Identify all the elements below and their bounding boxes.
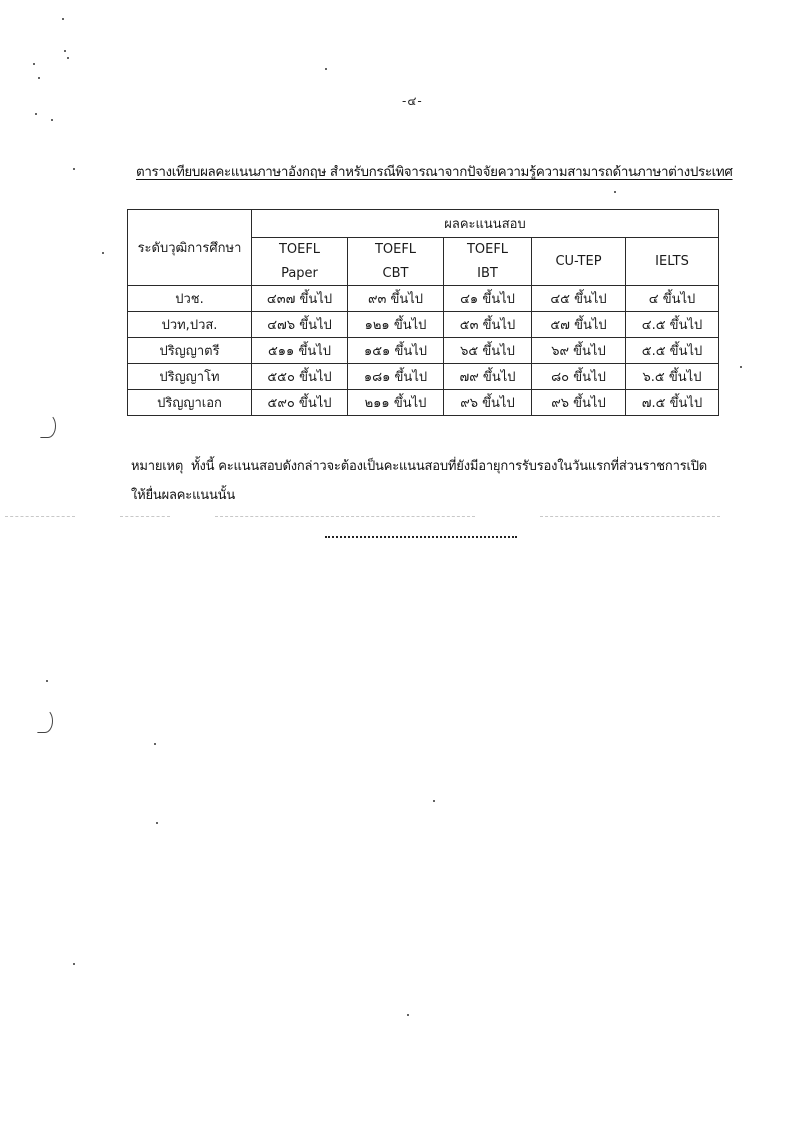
- score-cell: ๗๙ ขึ้นไป: [444, 364, 532, 390]
- score-cell: ๖.๕ ขึ้นไป: [626, 364, 719, 390]
- score-cell: ๙๖ ขึ้นไป: [532, 390, 626, 416]
- scan-speck: [407, 1014, 409, 1016]
- score-cell: ๔๕ ขึ้นไป: [532, 286, 626, 312]
- scan-speck: [33, 63, 35, 65]
- score-cell: ๔๑ ขึ้นไป: [444, 286, 532, 312]
- score-cell: ๕.๕ ขึ้นไป: [626, 338, 719, 364]
- education-level-cell: ปวช.: [128, 286, 252, 312]
- remark-note: [131, 452, 721, 510]
- score-cell: ๘๐ ขึ้นไป: [532, 364, 626, 390]
- score-comparison-table: [127, 209, 719, 416]
- score-cell: ๗.๕ ขึ้นไป: [626, 390, 719, 416]
- score-cell: ๖๙ ขึ้นไป: [532, 338, 626, 364]
- score-cell: ๕๙๐ ขึ้นไป: [252, 390, 348, 416]
- scan-speck: [156, 822, 158, 824]
- score-cell: ๔.๕ ขึ้นไป: [626, 312, 719, 338]
- score-cell: ๖๕ ขึ้นไป: [444, 338, 532, 364]
- score-cell: ๒๑๑ ขึ้นไป: [348, 390, 444, 416]
- end-dotted-divider: [325, 536, 517, 538]
- column-header-cu-tep: CU-TEP: [532, 238, 626, 286]
- table-row: [128, 364, 719, 390]
- page-number: -๔-: [402, 94, 423, 108]
- scan-speck: [51, 119, 53, 121]
- education-level-cell: ปริญญาโท: [128, 364, 252, 390]
- table-row: [128, 312, 719, 338]
- score-cell: ๑๘๑ ขึ้นไป: [348, 364, 444, 390]
- remark-text: ทั้งนี้ คะแนนสอบดังกล่าวจะต้องเป็นคะแนนสอบที่ยังมีอายุการรับรองในวันแรกที่ส่วนราชการเปิดให้ยื่นผลคะแนนนั้น: [131, 459, 708, 503]
- score-cell: ๑๕๑ ขึ้นไป: [348, 338, 444, 364]
- scan-speck: [73, 963, 75, 965]
- score-cell: ๕๗ ขึ้นไป: [532, 312, 626, 338]
- scan-speck: [73, 168, 75, 170]
- scan-speck: [154, 743, 156, 745]
- scan-speck: [35, 113, 37, 115]
- test-scores-group-header: ผลคะแนนสอบ: [252, 210, 719, 238]
- scan-fold-line: [540, 516, 720, 517]
- score-cell: ๙๖ ขึ้นไป: [444, 390, 532, 416]
- scan-speck: [38, 77, 40, 79]
- score-cell: ๙๓ ขึ้นไป: [348, 286, 444, 312]
- scan-speck: [614, 191, 616, 193]
- score-cell: ๔๓๗ ขึ้นไป: [252, 286, 348, 312]
- education-level-cell: ปริญญาเอก: [128, 390, 252, 416]
- scan-speck: [67, 57, 69, 59]
- column-header-toefl-cbt: TOEFL CBT: [348, 238, 444, 286]
- score-cell: ๕๕๐ ขึ้นไป: [252, 364, 348, 390]
- score-cell: ๕๓ ขึ้นไป: [444, 312, 532, 338]
- remark-label: หมายเหตุ: [131, 459, 184, 474]
- column-header-toefl-paper: TOEFL Paper: [252, 238, 348, 286]
- punch-hole-mark: [37, 709, 53, 733]
- education-level-header: ระดับวุฒิการศึกษา: [128, 210, 252, 286]
- document-title: ตารางเทียบผลคะแนนภาษาอังกฤษ สำหรับกรณีพิจารณาจากปัจจัยความรู้ความสามารถด้านภาษาต่างประเทศ: [136, 165, 733, 180]
- punch-hole-mark: [40, 414, 56, 438]
- score-cell: ๔๗๖ ขึ้นไป: [252, 312, 348, 338]
- scan-speck: [46, 680, 48, 682]
- scan-fold-line: [215, 516, 475, 517]
- scan-speck: [325, 68, 327, 70]
- table-row: [128, 286, 719, 312]
- scan-speck: [102, 252, 104, 254]
- table-row: [128, 338, 719, 364]
- education-level-cell: ปวท,ปวส.: [128, 312, 252, 338]
- column-header-toefl-ibt: TOEFL IBT: [444, 238, 532, 286]
- scan-speck: [64, 50, 66, 52]
- scan-speck: [62, 18, 64, 20]
- scan-fold-line: [5, 516, 75, 517]
- table-row: [128, 390, 719, 416]
- score-cell: ๔ ขึ้นไป: [626, 286, 719, 312]
- scan-speck: [740, 366, 742, 368]
- column-header-ielts: IELTS: [626, 238, 719, 286]
- education-level-cell: ปริญญาตรี: [128, 338, 252, 364]
- score-cell: ๑๒๑ ขึ้นไป: [348, 312, 444, 338]
- scan-fold-line: [120, 516, 170, 517]
- score-cell: ๕๑๑ ขึ้นไป: [252, 338, 348, 364]
- scan-speck: [433, 800, 435, 802]
